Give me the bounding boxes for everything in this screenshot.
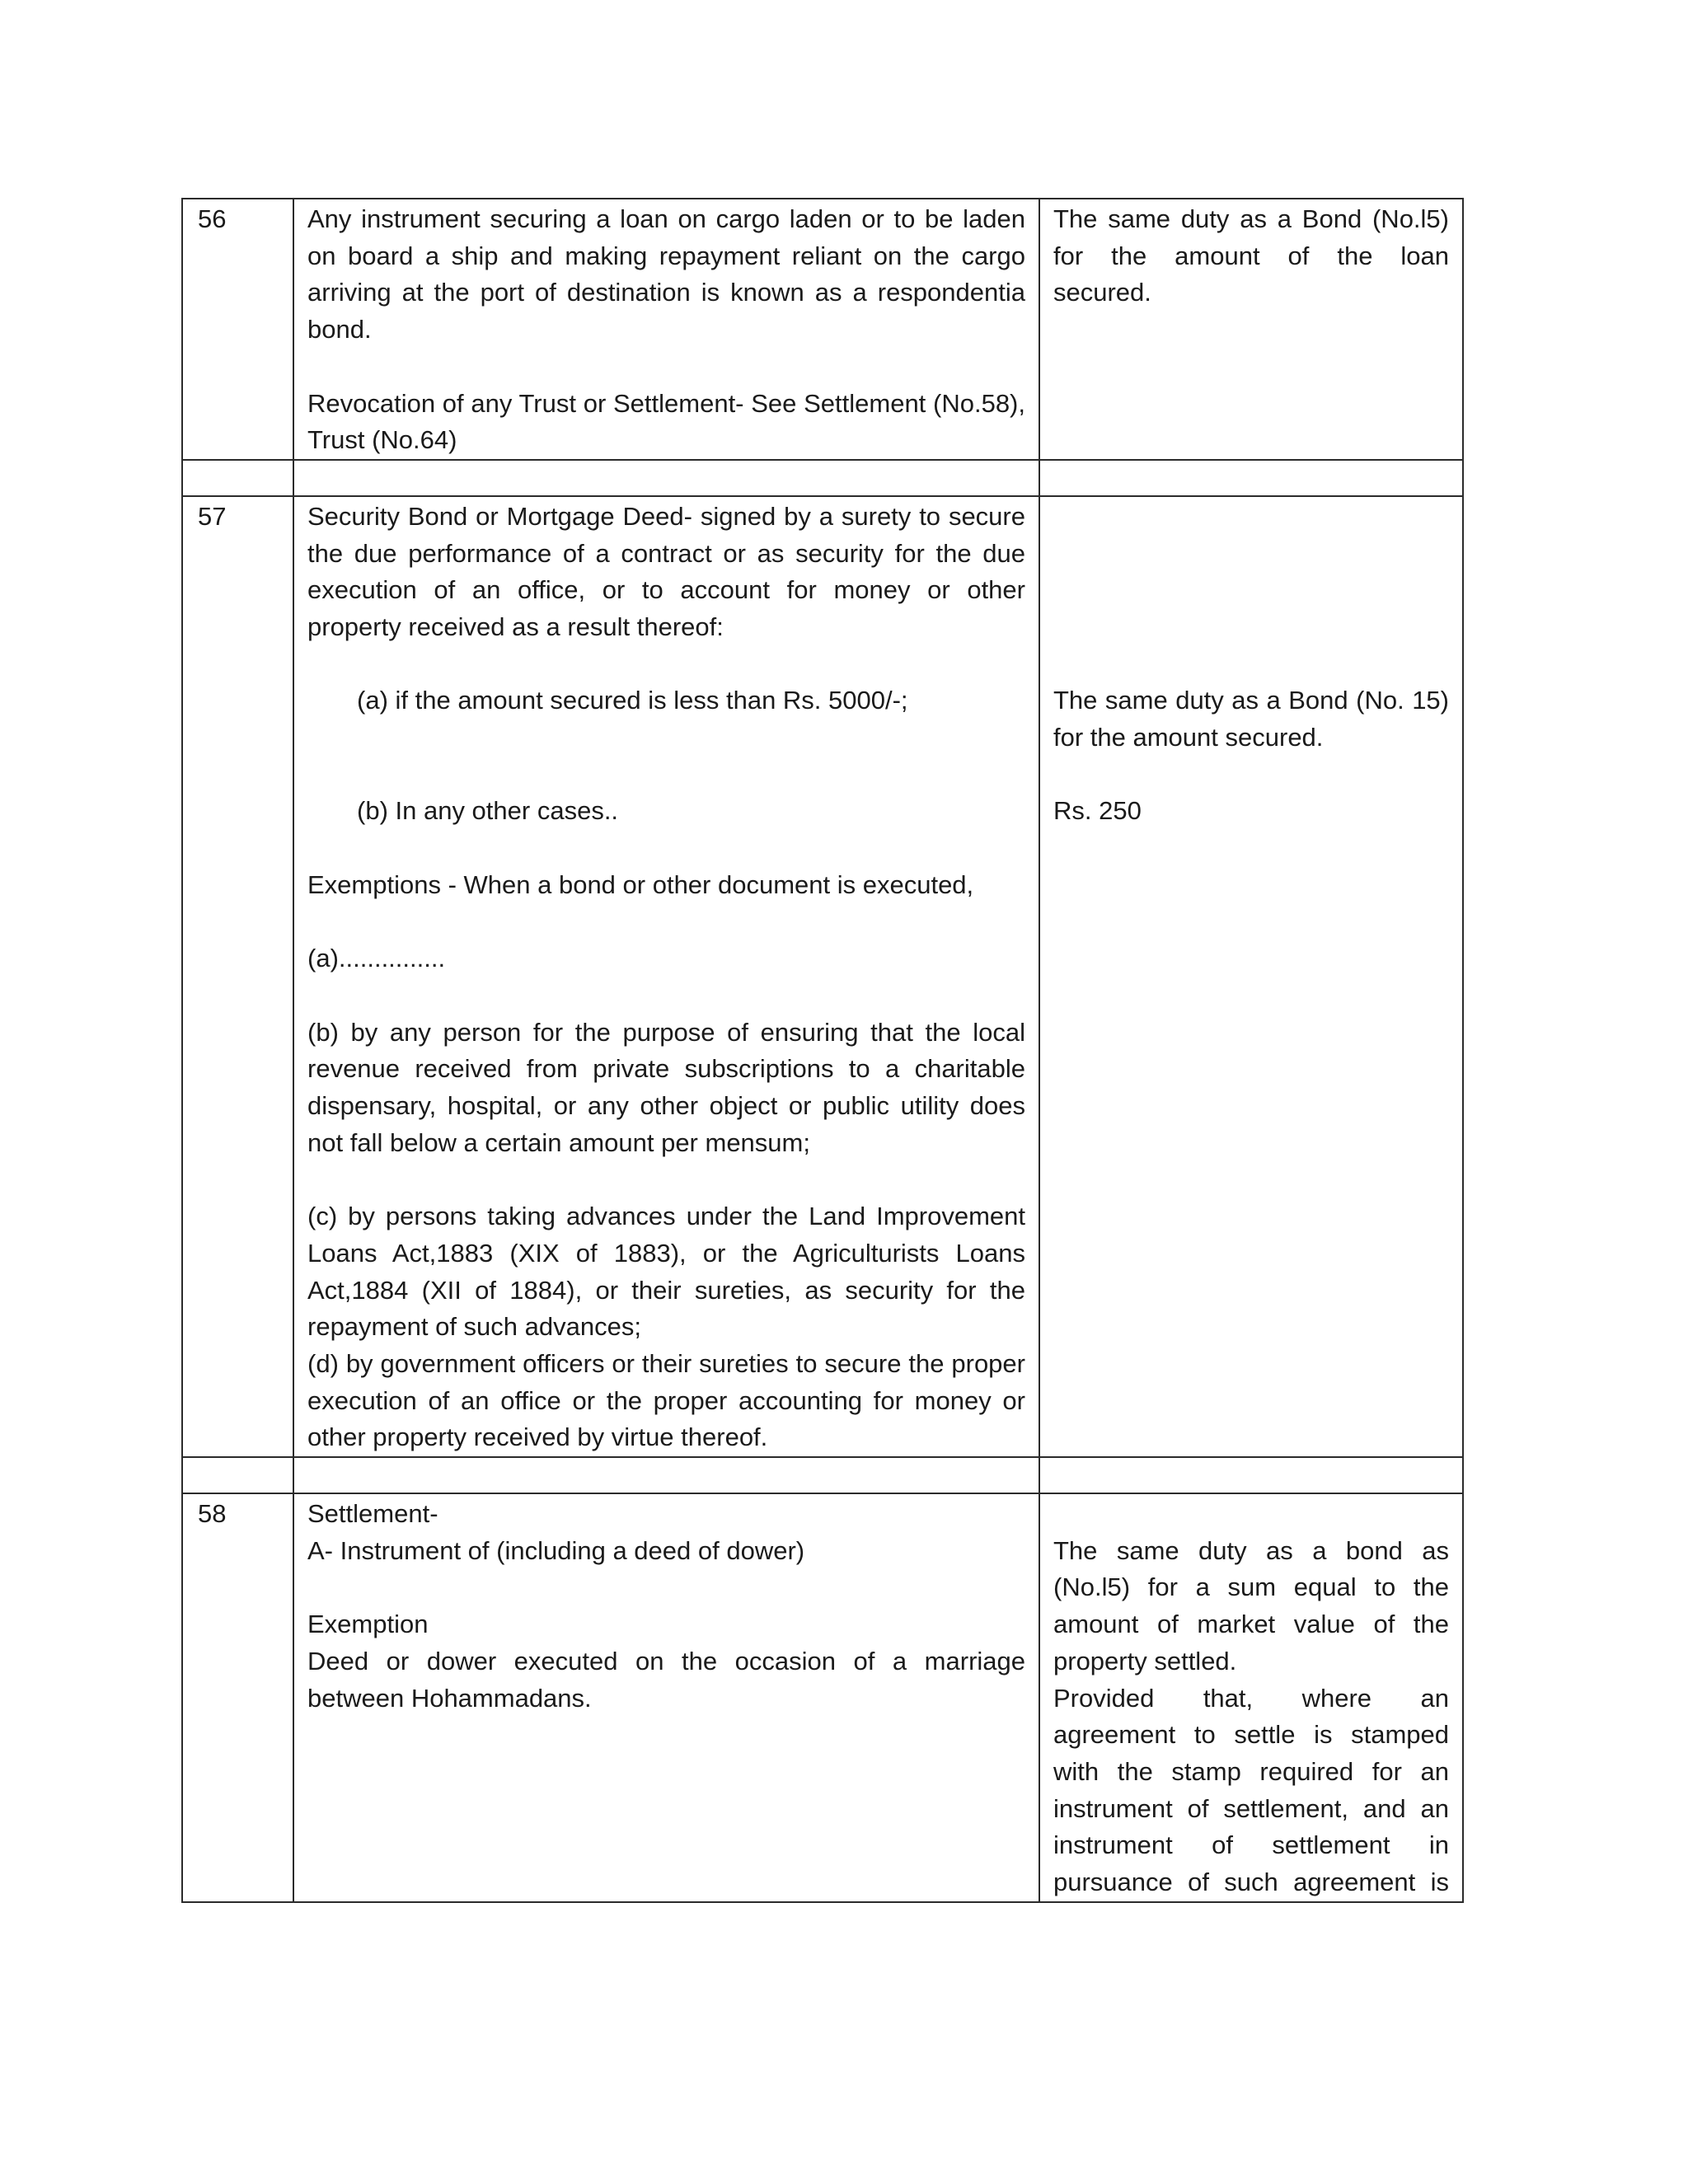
exemptions-intro: Exemptions - When a bond or other document is executed, — [307, 869, 974, 899]
duty-cell — [1039, 496, 1463, 1457]
description-paragraph: Security Bond or Mortgage Deed- signed by a surety to secure the due performance of a contract or as security for the due execution of an office, or to account for money or other property received as a result thereof: — [307, 501, 1025, 642]
article-description — [293, 199, 1039, 460]
article-number: 57 — [182, 496, 293, 1457]
table-row-57 — [182, 496, 1463, 1457]
exemption-text: Deed or dower executed on the occasion of a marriage between Hohammadans. — [307, 1646, 1025, 1713]
article-description — [293, 496, 1039, 1457]
spacer-row — [182, 1457, 1463, 1493]
article-description — [293, 1493, 1039, 1902]
sub-item-a: (a) if the amount secured is less than Rs. 5000/-; — [357, 686, 908, 715]
duty-text-a: The same duty as a Bond (No. 15) for the amount secured. — [1053, 686, 1449, 752]
exemption-b: (b) by any person for the purpose of ensuring that the local revenue received from private subscriptions to a charitable dispensary, hospital, or any other object or public utility does not fall below a certain amount per mensum; — [307, 1017, 1025, 1157]
duty-cell — [1039, 199, 1463, 460]
settlement-item-a: A- Instrument of (including a deed of dower) — [307, 1535, 805, 1565]
description-paragraph: Revocation of any Trust or Settlement- See Settlement (No.58), Trust (No.64) — [307, 388, 1025, 455]
duty-text: The same duty as a bond as (No.l5) for a sum equal to the amount of market value of the property settled. — [1053, 1535, 1449, 1675]
exemption-d: (d) by government officers or their sureties to secure the proper execution of an office or the proper accounting for money or other property received by virtue thereof. — [307, 1348, 1025, 1452]
duty-text-b: Rs. 250 — [1053, 796, 1142, 826]
article-number: 58 — [182, 1493, 293, 1902]
stamp-duty-schedule-table — [181, 198, 1464, 1903]
description-paragraph: Any instrument securing a loan on cargo laden or to be laden on board a ship and making repayment reliant on the cargo arriving at the port of destination is known as a respondentia bond. — [307, 204, 1025, 344]
duty-proviso: Provided that, where an agreement to settle is stamped with the stamp required for an instrument of settlement, and an instrument of settlement in pursuance of such agreement is — [1053, 1683, 1449, 1897]
exemption-a: (a)............... — [307, 944, 446, 973]
duty-text: The same duty as a Bond (No.l5) for the amount of the loan secured. — [1053, 204, 1449, 307]
duty-cell — [1039, 1493, 1463, 1902]
settlement-title: Settlement- — [307, 1499, 438, 1529]
exemption-c: (c) by persons taking advances under the Land Improvement Loans Act,1883 (XIX of 1883), or the Agriculturists Loans Act,1884 (XII of 1884), or their sureties, as security for the repayment of such advances; — [307, 1202, 1025, 1342]
exemption-label: Exemption — [307, 1610, 429, 1639]
spacer-row — [182, 460, 1463, 496]
article-number: 56 — [182, 199, 293, 460]
table-row-58 — [182, 1493, 1463, 1902]
sub-item-b: (b) In any other cases.. — [357, 796, 619, 826]
table-row-56 — [182, 199, 1463, 460]
